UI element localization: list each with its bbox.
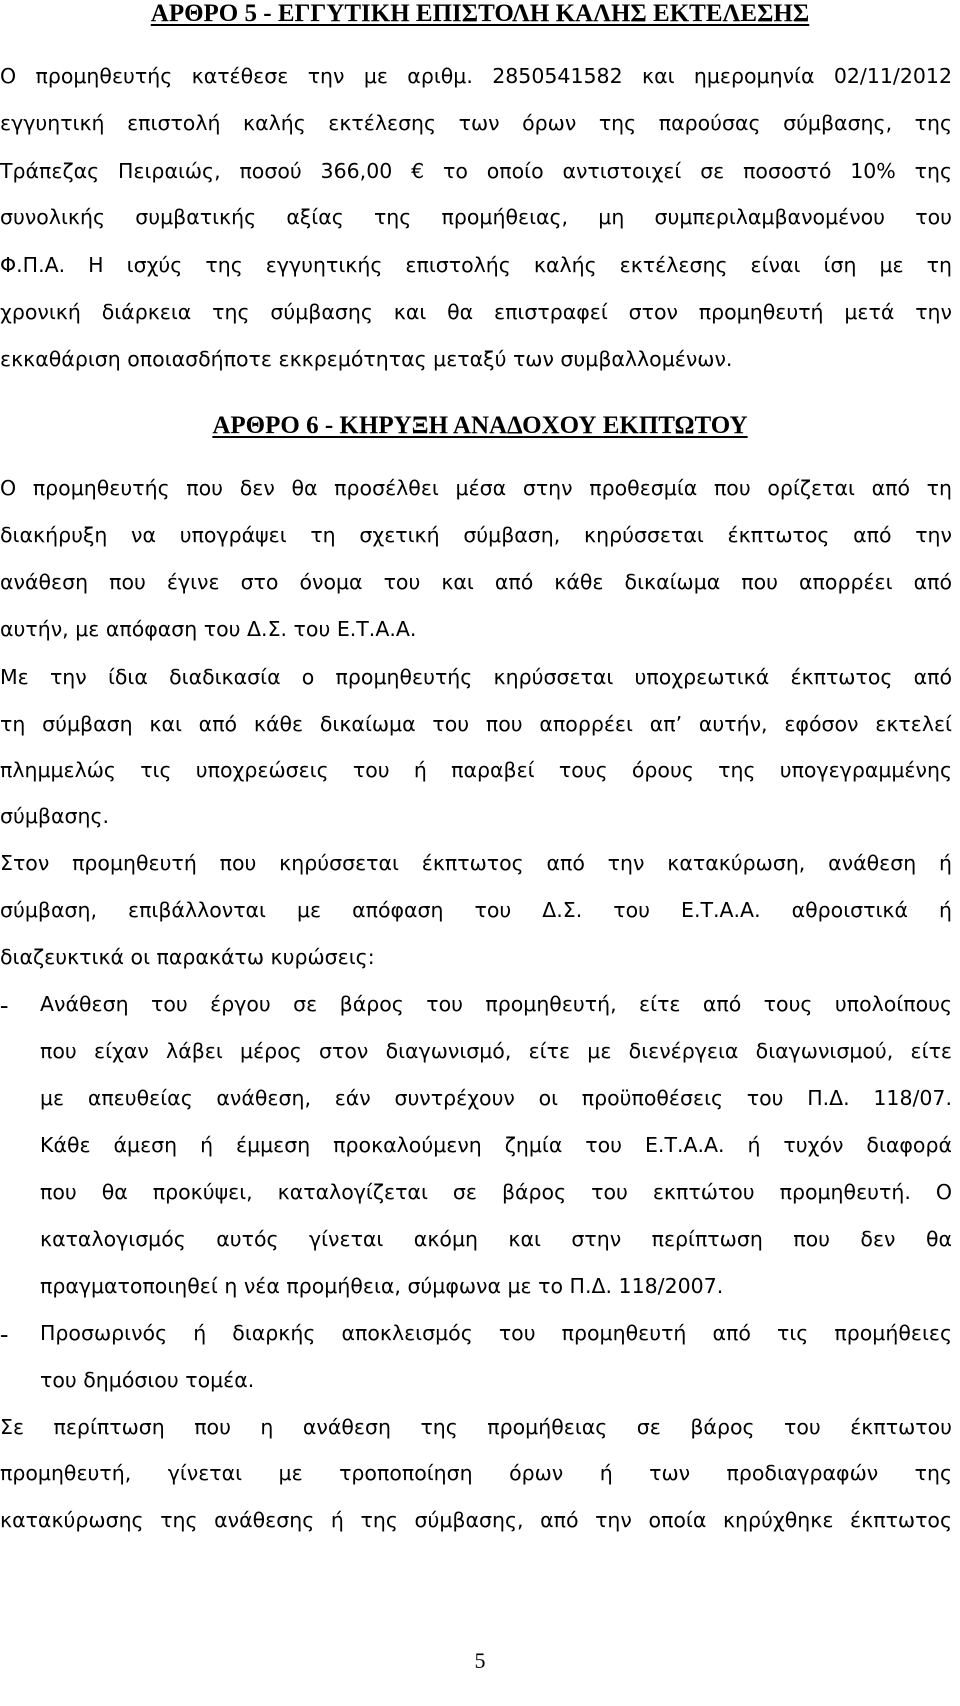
article-6-title: ΑΡΘΡΟ 6 - ΚΗΡΥΞΗ ΑΝΑΔΟΧΟΥ ΕΚΠΤΩΤΟΥ	[212, 412, 748, 439]
bullet-1-line: Ανάθεση του έργου σε βάρος του προμηθευτή, είτε από τους υπολοίπους	[40, 992, 952, 1016]
article-6-para4-line: Σε περίπτωση που η ανάθεση της προμήθειας σε βάρος του έκπτωτου	[0, 1415, 952, 1439]
article-6-para1-line: ανάθεση που έγινε στο όνομα του και από κάθε δικαίωμα που απορρέει από	[0, 570, 952, 594]
bullet-1-line: με απευθείας ανάθεση, εάν συντρέχουν οι προϋποθέσεις του Π.Δ. 118/07.	[40, 1086, 952, 1110]
article-6-para4-line: κατακύρωσης της ανάθεσης ή της σύμβασης, από την οποία κηρύχθηκε έκπτωτος	[0, 1508, 952, 1532]
article-5-line: Φ.Π.Α. Η ισχύς της εγγυητικής επιστολής καλής εκτέλεσης είναι ίση με τη	[0, 253, 952, 277]
bullet-1-line: πραγματοποιηθεί η νέα προμήθεια, σύμφωνα με το Π.Δ. 118/2007.	[40, 1274, 724, 1298]
article-5-line: εγγυητική επιστολή καλής εκτέλεσης των όρων της παρούσας σύμβασης, της	[0, 111, 952, 135]
article-6-para2-line: σύμβασης.	[0, 804, 110, 828]
article-6-para1-line: αυτήν, με απόφαση του Δ.Σ. του Ε.Τ.Α.Α.	[0, 617, 417, 641]
article-6-para3-line: διαζευκτικά οι παρακάτω κυρώσεις:	[0, 945, 375, 969]
article-6-para3-line: Στον προμηθευτή που κηρύσσεται έκπτωτος από την κατακύρωση, ανάθεση ή	[0, 851, 952, 875]
article-6-para1-line: διακήρυξη να υπογράψει τη σχετική σύμβαση, κηρύσσεται έκπτωτος από την	[0, 523, 952, 547]
bullet-dash: -	[0, 1321, 9, 1348]
article-5-line: Ο προμηθευτής κατέθεσε την με αριθμ. 2850541582 και ημερομηνία 02/11/2012	[0, 64, 952, 88]
article-5-line: συνολικής συμβατικής αξίας της προμήθειας, μη συμπεριλαμβανομένου του	[0, 205, 952, 229]
page-number: 5	[474, 1648, 486, 1673]
article-6-para3-line: σύμβαση, επιβάλλονται με απόφαση του Δ.Σ. του Ε.Τ.Α.Α. αθροιστικά ή	[0, 898, 952, 922]
bullet-1-line: Κάθε άμεση ή έμμεση προκαλούμενη ζημία του Ε.Τ.Α.Α. ή τυχόν διαφορά	[40, 1133, 952, 1157]
article-6-para2-line: Με την ίδια διαδικασία ο προμηθευτής κηρύσσεται υποχρεωτικά έκπτωτος από	[0, 665, 952, 689]
article-6-para1-line: Ο προμηθευτής που δεν θα προσέλθει μέσα στην προθεσμία που ορίζεται από τη	[0, 476, 952, 500]
article-6-para2-line: τη σύμβαση και από κάθε δικαίωμα του που απορρέει απ’ αυτήν, εφόσον εκτελεί	[0, 712, 952, 736]
bullet-2-line: Προσωρινός ή διαρκής αποκλεισμός του προμηθευτή από τις προμήθειες	[40, 1321, 952, 1345]
bullet-dash: -	[0, 992, 9, 1019]
article-5-line: Τράπεζας Πειραιώς, ποσού 366,00 € το οποίο αντιστοιχεί σε ποσοστό 10% της	[0, 159, 952, 183]
article-5-line: χρονική διάρκεια της σύμβασης και θα επιστραφεί στον προμηθευτή μετά την	[0, 300, 952, 324]
article-5-line: εκκαθάριση οποιασδήποτε εκκρεμότητας μεταξύ των συμβαλλομένων.	[0, 347, 733, 371]
bullet-1-line: καταλογισμός αυτός γίνεται ακόμη και στην περίπτωση που δεν θα	[40, 1227, 952, 1251]
bullet-1-line: που είχαν λάβει μέρος στον διαγωνισμό, είτε με διενέργεια διαγωνισμού, είτε	[40, 1039, 952, 1063]
bullet-1-line: που θα προκύψει, καταλογίζεται σε βάρος του εκπτώτου προμηθευτή. Ο	[40, 1180, 952, 1204]
bullet-2-line: του δημόσιου τομέα.	[40, 1368, 255, 1392]
article-6-para2-line: πλημμελώς τις υποχρεώσεις του ή παραβεί τους όρους της υπογεγραμμένης	[0, 758, 952, 782]
article-6-para4-line: προμηθευτή, γίνεται με τροποποίηση όρων ή των προδιαγραφών της	[0, 1461, 952, 1485]
article-5-title: ΑΡΘΡΟ 5 - ΕΓΓΥΤΙΚΗ ΕΠΙΣΤΟΛΗ ΚΑΛΗΣ ΕΚΤΕΛΕΣΗΣ	[150, 0, 810, 27]
